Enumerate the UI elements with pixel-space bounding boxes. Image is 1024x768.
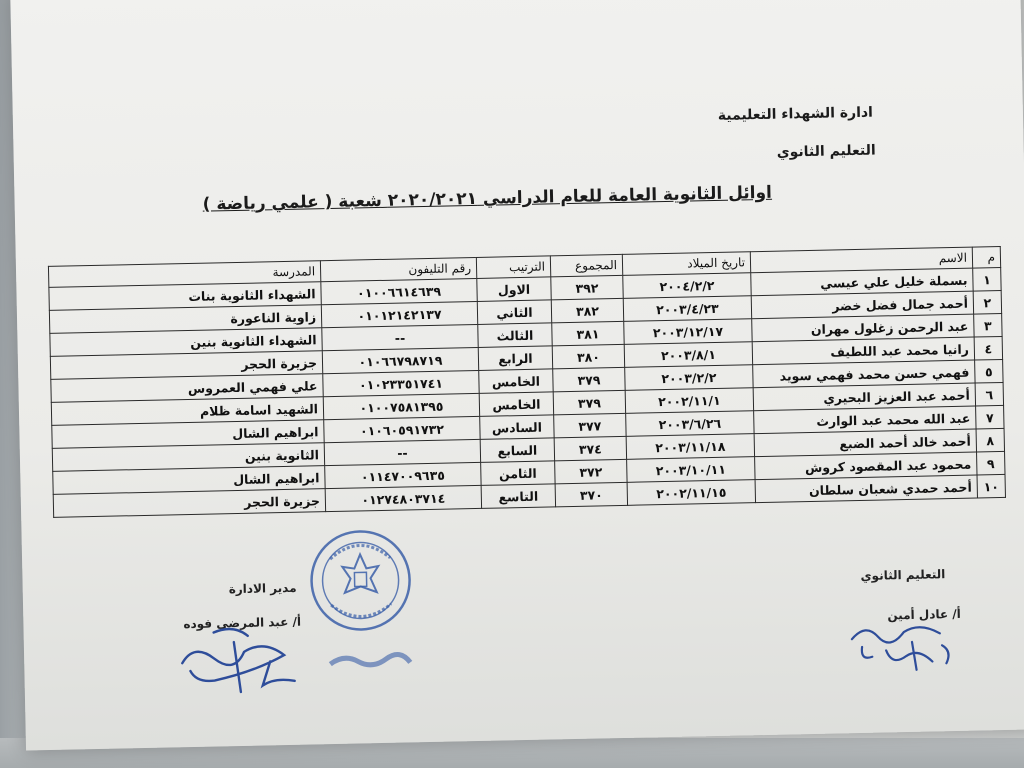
school-name: الثانوية بنين — [52, 443, 324, 472]
column-header: رقم التليفون — [320, 257, 476, 281]
rank: الرابع — [478, 346, 552, 371]
stamp-smudge — [324, 644, 415, 676]
row-number: ٥ — [975, 359, 1003, 383]
row-number: ٦ — [975, 382, 1003, 406]
rank: الاول — [477, 277, 551, 302]
column-header: المدرسة — [48, 261, 320, 288]
document-sheet — [10, 0, 1024, 750]
column-header: تاريخ الميلاد — [622, 252, 750, 276]
secondary-ed-title: التعليم الثانوي — [860, 567, 946, 583]
secondary-ed-name: أ/ عادل أمين — [887, 606, 961, 623]
total-score: ٣٧٩ — [553, 390, 625, 415]
student-name: أحمد عبد العزيز البحيري — [753, 383, 975, 411]
rank: الثامن — [481, 461, 555, 486]
row-number: ١٠ — [977, 474, 1005, 498]
birth-date: ٢٠٠٣/٨/١ — [624, 342, 752, 368]
phone-number: ٠١١٤٧٠٠٩٦٣٥ — [325, 462, 481, 488]
total-score: ٣٧٧ — [554, 413, 626, 438]
rank: الخامس — [479, 392, 553, 417]
row-number: ٨ — [976, 428, 1004, 452]
school-name: الشهداء الثانوية بنين — [50, 328, 322, 357]
row-number: ٢ — [973, 290, 1001, 314]
birth-date: ٢٠٠٢/١١/١٥ — [627, 480, 755, 506]
birth-date: ٢٠٠٣/١١/١٨ — [626, 434, 754, 460]
total-score: ٣٨٢ — [551, 298, 623, 323]
row-number: ٧ — [976, 405, 1004, 429]
student-name: عبد الرحمن زغلول مهران — [752, 314, 974, 342]
rank: الثاني — [477, 300, 551, 325]
results-table — [48, 246, 1006, 518]
birth-date: ٢٠٠٣/١٠/١١ — [627, 457, 755, 483]
column-header: المجموع — [550, 254, 622, 277]
school-name: الشهيد اسامة ظلام — [51, 397, 323, 426]
phone-number: -- — [322, 324, 478, 350]
organization-name: ادارة الشهداء التعليمية — [717, 104, 874, 124]
school-name: زاوية الناعورة — [49, 305, 321, 334]
row-number: ٣ — [974, 313, 1002, 337]
phone-number: ٠١٠١٢١٤٢١٣٧ — [321, 301, 477, 327]
phone-number: ٠١٠٦٦٧٩٨٧١٩ — [322, 347, 478, 373]
school-name: ابراهيم الشال — [53, 466, 325, 495]
total-score: ٣٧٠ — [555, 482, 627, 507]
school-name: جزيرة الحجر — [53, 489, 325, 518]
department-name: التعليم الثانوي — [776, 142, 876, 161]
school-name: الشهداء الثانوية بنات — [49, 282, 321, 311]
document-title: اوائل الثانوية العامة للعام الدراسي ٢٠٢٠/٢٠٢١ شعبة ( علمي رياضة ) — [202, 182, 773, 215]
student-name: محمود عبد المقصود كروش — [755, 452, 977, 480]
row-number: ٩ — [977, 451, 1005, 475]
total-score: ٣٧٤ — [554, 436, 626, 461]
phone-number: ٠١٠٢٣٣٥١٧٤١ — [323, 370, 479, 396]
rank: التاسع — [481, 484, 555, 509]
school-name: ابراهيم الشال — [52, 420, 324, 449]
row-number: ٤ — [974, 336, 1002, 360]
school-name: جزيرة الحجر — [50, 351, 322, 380]
phone-number: -- — [324, 439, 480, 465]
student-name: فهمي حسن محمد فهمي سويد — [753, 360, 975, 388]
rank: السابع — [480, 438, 554, 463]
student-name: أحمد خالد أحمد الضبع — [754, 429, 976, 457]
student-name: رانيا محمد عبد اللطيف — [752, 337, 974, 365]
phone-number: ٠١٢٧٤٨٠٣٧١٤ — [325, 485, 481, 511]
director-signature — [173, 620, 325, 703]
student-name: عبد الله محمد عبد الوارث — [754, 406, 976, 434]
column-header: الاسم — [750, 247, 972, 273]
rank: السادس — [480, 415, 554, 440]
rank: الخامس — [479, 369, 553, 394]
birth-date: ٢٠٠٣/٤/٢٣ — [623, 296, 751, 322]
birth-date: ٢٠٠٢/١١/١ — [625, 388, 753, 414]
official-seal-stamp — [308, 527, 414, 633]
column-header: الترتيب — [476, 256, 550, 279]
row-number: ١ — [973, 267, 1001, 291]
total-score: ٣٧٢ — [555, 459, 627, 484]
column-header: م — [972, 246, 1000, 268]
birth-date: ٢٠٠٣/٢/٢ — [625, 365, 753, 391]
total-score: ٣٨١ — [552, 321, 624, 346]
director-name: أ/ عبد المرضي فوده — [183, 614, 302, 632]
student-name: بسملة خليل علي عيسي — [751, 268, 973, 296]
student-name: أحمد حمدي شعبان سلطان — [755, 475, 977, 503]
school-name: علي فهمي العمروس — [51, 374, 323, 403]
phone-number: ٠١٠٠٦٦١٤٦٣٩ — [321, 278, 477, 304]
birth-date: ٢٠٠٤/٢/٢ — [623, 273, 751, 299]
total-score: ٣٩٢ — [551, 275, 623, 300]
birth-date: ٢٠٠٣/٦/٢٦ — [626, 411, 754, 437]
birth-date: ٢٠٠٣/١٢/١٧ — [624, 319, 752, 345]
total-score: ٣٨٠ — [552, 344, 624, 369]
student-name: أحمد جمال فضل خضر — [751, 291, 973, 319]
total-score: ٣٧٩ — [553, 367, 625, 392]
rank: الثالث — [478, 323, 552, 348]
director-title: مدير الادارة — [228, 580, 297, 597]
secondary-ed-signature — [841, 611, 962, 677]
phone-number: ٠١٠٠٧٥٨١٣٩٥ — [323, 393, 479, 419]
phone-number: ٠١٠٦٠٥٩١٧٣٢ — [324, 416, 480, 442]
